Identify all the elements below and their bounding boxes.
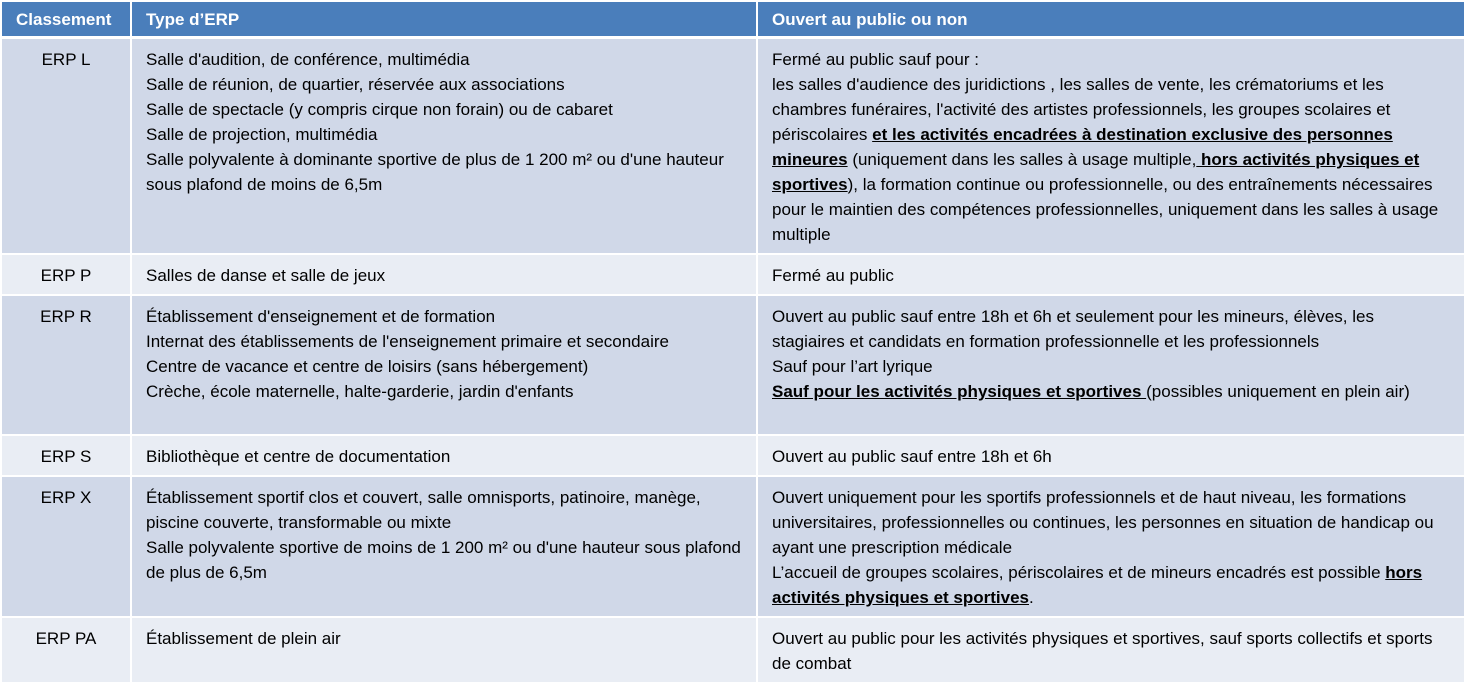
ouvert-bold-text: et les activités encadrées à destination exclusive des personnes mineures	[772, 125, 1393, 169]
ouvert-bold-text: Sauf pour les activités physiques et sportives	[772, 382, 1147, 401]
type-line: Établissement d'enseignement et de formation	[146, 307, 496, 326]
type-line: Salle de projection, multimédia	[146, 125, 378, 144]
type-line: Établissement de plein air	[146, 629, 341, 648]
header-type: Type d’ERP	[132, 2, 758, 39]
type-line: Salles de danse et salle de jeux	[146, 266, 386, 285]
table-row	[2, 255, 1466, 296]
type-line: Internat des établissements de l'enseignement primaire et secondaire	[146, 332, 669, 351]
table-row	[2, 618, 1466, 684]
type-cell	[132, 436, 758, 477]
header-row	[2, 2, 1466, 39]
ouvert-cell: Fermé au public	[758, 255, 1466, 296]
type-line: Salle polyvalente à dominante sportive de plus de 1 200 m² ou d'une hauteur sous plafond de moins de 6,5m	[146, 150, 724, 194]
ouvert-text: Ouvert uniquement pour les sportifs professionnels et de haut niveau, les formations universitaires, professionnelles ou continues, les personnes en situation de handicap ou ayant une prescription médicale	[772, 488, 1434, 557]
type-line: Salle de réunion, de quartier, réservée aux associations	[146, 75, 565, 94]
type-line: Salle polyvalente sportive de moins de 1 200 m² ou d'une hauteur sous plafond de plus de 6,5m	[146, 538, 741, 582]
type-cell	[132, 39, 758, 255]
classement-cell: ERP P	[2, 255, 132, 296]
table-row	[2, 296, 1466, 436]
type-line: Établissement sportif clos et couvert, salle omnisports, patinoire, manège, piscine couverte, transformable ou mixte	[146, 488, 701, 532]
type-cell	[132, 477, 758, 618]
ouvert-cell: Ouvert au public pour les activités physiques et sportives, sauf sports collectifs et sports de combat	[758, 618, 1466, 684]
ouvert-text: Ouvert au public sauf entre 18h et 6h et seulement pour les mineurs, élèves, les stagiaires et candidats en formation professionnelle et les professionnels	[772, 307, 1374, 351]
erp-table	[2, 2, 1466, 684]
ouvert-text: ), la formation continue ou professionnelle, ou des entraînements nécessaires pour le maintien des compétences professionnelles, uniquement dans les salles à usage multiple	[772, 175, 1439, 244]
classement-cell: ERP R	[2, 296, 132, 436]
type-line: Salle de spectacle (y compris cirque non forain) ou de cabaret	[146, 100, 613, 119]
type-line: Salle d'audition, de conférence, multimédia	[146, 50, 470, 69]
header-classement: Classement	[2, 2, 132, 39]
ouvert-cell: Ouvert au public sauf entre 18h et 6h	[758, 436, 1466, 477]
classement-cell: ERP PA	[2, 618, 132, 684]
type-cell	[132, 618, 758, 684]
ouvert-bold-text: hors activités physiques et sportives	[772, 150, 1420, 194]
table-row	[2, 436, 1466, 477]
ouvert-cell	[758, 477, 1466, 618]
ouvert-text: (possibles uniquement en plein air)	[1146, 382, 1410, 401]
type-line: Centre de vacance et centre de loisirs (sans hébergement)	[146, 357, 589, 376]
type-cell	[132, 296, 758, 436]
ouvert-cell	[758, 296, 1466, 436]
type-line: Crèche, école maternelle, halte-garderie, jardin d'enfants	[146, 382, 574, 401]
ouvert-intro: Fermé au public sauf pour :	[772, 50, 979, 69]
ouvert-text: Sauf pour l’art lyrique	[772, 357, 933, 376]
ouvert-cell	[758, 39, 1466, 255]
type-cell	[132, 255, 758, 296]
ouvert-text: L’accueil de groupes scolaires, périscolaires et de mineurs encadrés est possible	[772, 563, 1386, 582]
ouvert-text: (uniquement dans les salles à usage multiple,	[847, 150, 1197, 169]
classement-cell: ERP X	[2, 477, 132, 618]
header-ouvert: Ouvert au public ou non	[758, 2, 1466, 39]
ouvert-text: .	[1029, 588, 1034, 607]
table-row	[2, 39, 1466, 255]
table-row	[2, 477, 1466, 618]
classement-cell: ERP L	[2, 39, 132, 255]
classement-cell: ERP S	[2, 436, 132, 477]
ouvert-bold-text: hors activités physiques et sportives	[772, 563, 1423, 607]
type-line: Bibliothèque et centre de documentation	[146, 447, 451, 466]
ouvert-text: les salles d'audience des juridictions , les salles de vente, les crématoriums et les chambres funéraires, l'activité des artistes professionnels, les groupes scolaires et périscolaires	[772, 75, 1391, 144]
